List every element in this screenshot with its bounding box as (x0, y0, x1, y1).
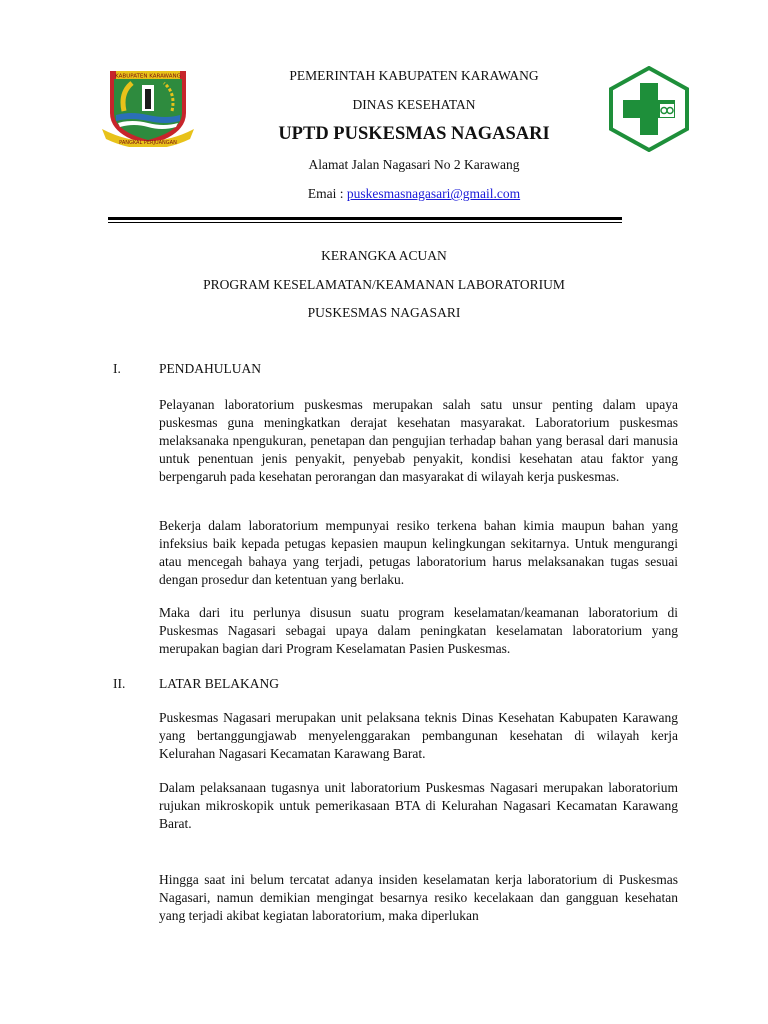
paragraph: Hingga saat ini belum tercatat adanya insiden keselamatan kerja laboratorium di Puskesmas Nagasari, namun demikian mengingat besarnya resiko kecelakaan dan gangguan kesehatan yang terjadi akibat kegiatan laboratorium, maka diperlukan (159, 872, 678, 923)
paragraph: Bekerja dalam laboratorium mempunyai resiko terkena bahan kimia maupun bahan yang infeksius baik kepada petugas kepasien maupun kelingkungan sekitarnya. Untuk mengurangi atau mencegah bahaya yang terjadi, petugas laboratorium harus melaksanakan tugas sesuai dengan prosedur dan ketentuan yang berlaku. (159, 518, 678, 587)
section-number: I. (113, 361, 121, 376)
section-heading: PENDAHULUAN (159, 361, 261, 376)
header-divider-thin (108, 222, 622, 223)
email-link[interactable]: puskesmasnagasari@gmail.com (346, 186, 521, 201)
email-label: Emai : (307, 186, 347, 201)
emblem-top-text: KABUPATEN KARAWANG (115, 73, 181, 80)
section-number: II. (113, 676, 126, 691)
header-divider-thick (108, 217, 622, 220)
document-title-line2: PROGRAM KESELAMATAN/KEAMANAN LABORATORIUM (203, 277, 565, 292)
paragraph: Puskesmas Nagasari merupakan unit pelaksana teknis Dinas Kesehatan Kabupaten Karawang yang bertanggungjawab menyelenggarakan pembangunan kesehatan di wilayah kerja Kelurahan Nagasari Kecamatan Karawang Barat. (159, 710, 678, 761)
header-address: Alamat Jalan Nagasari No 2 Karawang (308, 157, 520, 172)
paragraph: Dalam pelaksanaan tugasnya unit laboratorium Puskesmas Nagasari merupakan laboratorium rujukan mikroskopik untuk pemerikasaan BTA di Kelurahan Nagasari Kecamatan Karawang Barat. (159, 780, 678, 831)
document-title-line3: PUSKESMAS NAGASARI (307, 305, 461, 320)
emblem-bottom-text: PANGKAL PERJUANGAN (119, 140, 177, 146)
document-title-line1: KERANGKA ACUAN (321, 248, 447, 263)
header-email-line (200, 186, 628, 202)
header-institution-title: UPTD PUSKESMAS NAGASARI (278, 124, 550, 144)
section-heading: LATAR BELAKANG (159, 676, 280, 691)
karawang-emblem-icon (100, 67, 196, 147)
header-government: PEMERINTAH KABUPATEN KARAWANG (289, 68, 539, 83)
paragraph: Pelayanan laboratorium puskesmas merupakan salah satu unsur penting dalam upaya puskesmas guna meningkatkan derajat kesehatan masyarakat. Laboratorium puskesmas melaksanaka npengukuran, penetapan dan pengujian terhadap bahan yang berasal dari manusia untuk penentuan jenis penyakit, penyebab penyakit, kondisi kesehatan atau faktor yang berpengaruh pada kesehatan perorangan dan masyarakat di wilayah kerja puskesmas. (159, 397, 678, 484)
header-department: DINAS KESEHATAN (352, 97, 476, 112)
paragraph: Maka dari itu perlunya disusun suatu program keselamatan/keamanan laboratorium di Puskesmas Nagasari sebagai upaya dalam peningkatan keselamatan laboratorium yang merupakan bagian dari Program Keselamatan Pasien Puskesmas. (159, 605, 678, 656)
